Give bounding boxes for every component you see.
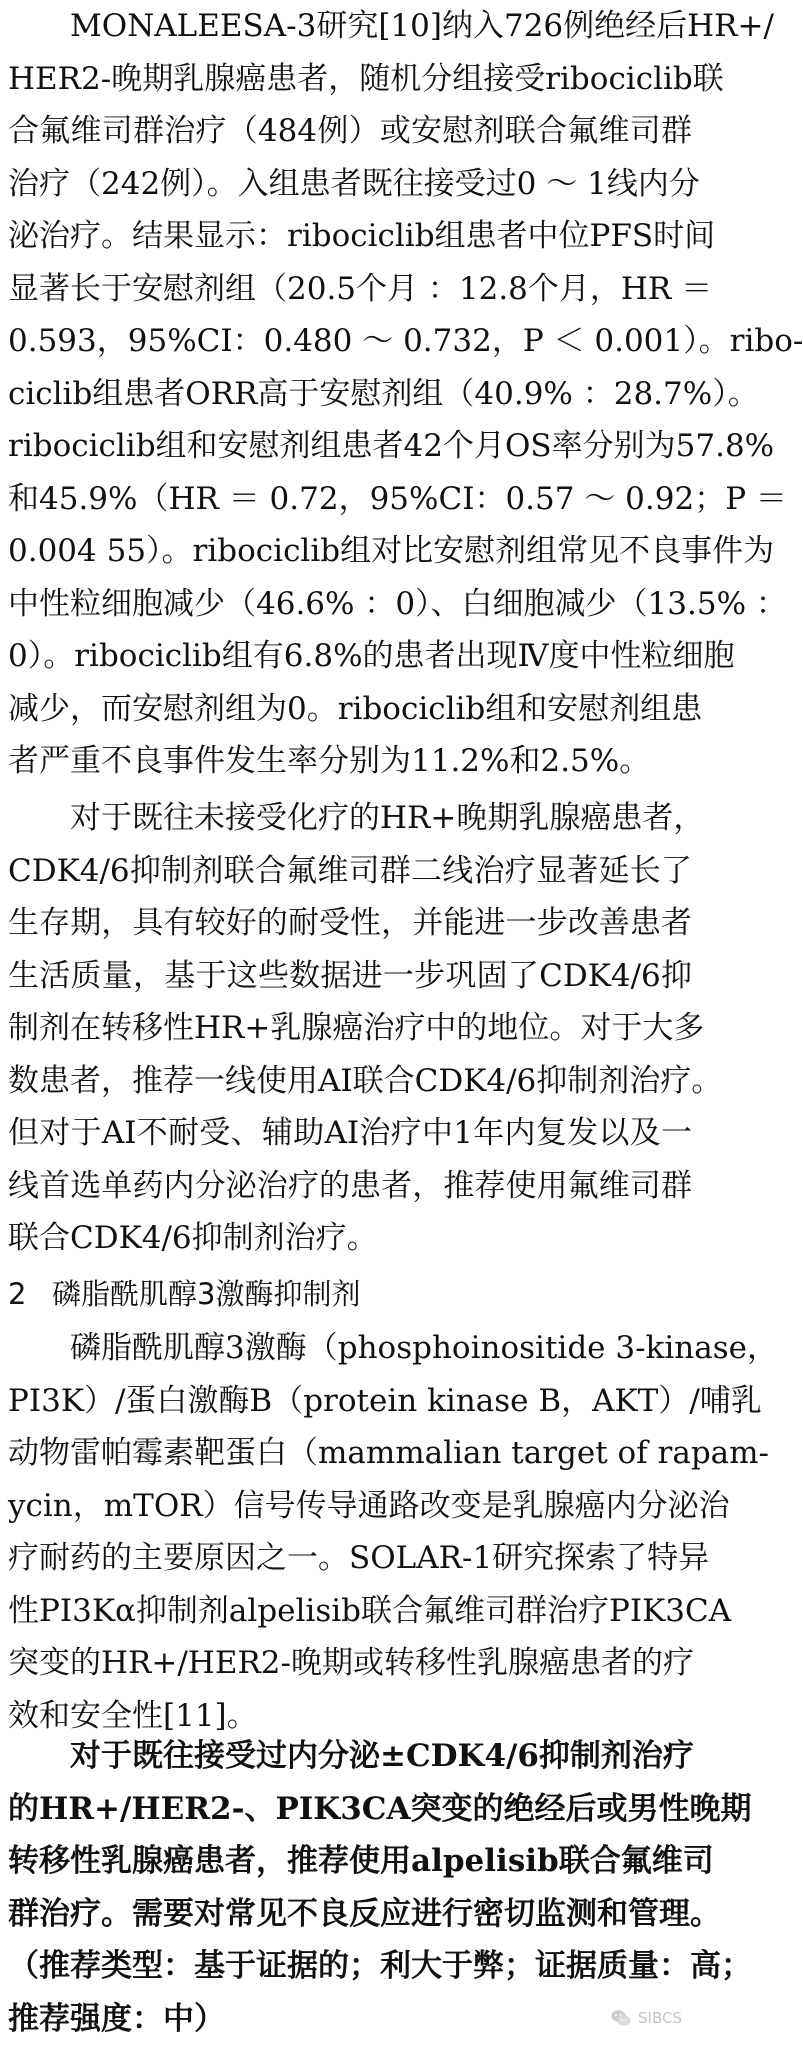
text-line: 制剂在转移性HR+乳腺癌治疗中的地位。对于大多 [8,1002,692,1055]
text-line: 磷脂酰肌醇3激酶（phosphoinositide 3-kinase， [8,1322,692,1375]
text-line: 治疗（242例）。入组患者既往接受过0 ～ 1线内分 [8,158,692,211]
text-line: 数患者，推荐一线使用AI联合CDK4/6抑制剂治疗。 [8,1055,692,1108]
text-line: CDK4/6抑制剂联合氟维司群二线治疗显著延长了 [8,845,692,898]
text-line: 显著长于安慰剂组（20.5个月 ：12.8个月，HR ＝ [8,263,692,316]
text-line: 者严重不良事件发生率分别为11.2%和2.5%。 [8,735,692,788]
text-line: PI3K）/蛋白激酶B（protein kinase B，AKT）/哺乳 [8,1375,692,1428]
watermark-text: SIBCS [638,2009,682,2027]
text-line: 0）。ribociclib组有6.8%的患者出现Ⅳ度中性粒细胞 [8,630,692,683]
text-line: 效和安全性[11]。 [8,1690,692,1743]
text-line: 线首选单药内分泌治疗的患者，推荐使用氟维司群 [8,1160,692,1213]
text-line: 推荐强度：中） [8,1993,692,2045]
text-line: 泌治疗。结果显示：ribociclib组患者中位PFS时间 [8,210,692,263]
text-line: 群治疗。需要对常见不良反应进行密切监测和管理。 [8,1888,692,1941]
wechat-icon [610,2007,632,2029]
text-line: 联合CDK4/6抑制剂治疗。 [8,1212,692,1265]
text-line: 对于既往未接受化疗的HR+晚期乳腺癌患者， [8,792,692,845]
watermark [610,2007,682,2029]
paragraph-cdk46-summary [8,792,692,1265]
text-line: MONALEESA-3研究[10]纳入726例绝经后HR+/ [8,0,692,53]
recommendation-paragraph [8,1730,692,2045]
text-line: 生存期，具有较好的耐受性，并能进一步改善患者 [8,897,692,950]
text-line: ycin，mTOR）信号传导通路改变是乳腺癌内分泌治 [8,1480,692,1533]
text-line: 性PI3Kα抑制剂alpelisib联合氟维司群治疗PIK3CA [8,1585,692,1638]
paragraph-pi3k-intro [8,1322,692,1742]
paragraph-monaleesa3 [8,0,692,788]
text-line: 0.004 55）。ribociclib组对比安慰剂组常见不良事件为 [8,525,692,578]
text-line: 转移性乳腺癌患者，推荐使用alpelisib联合氟维司 [8,1835,692,1888]
text-line: 疗耐药的主要原因之一。SOLAR-1研究探索了特异 [8,1532,692,1585]
section-heading [8,1268,692,1320]
text-line: 减少，而安慰剂组为0。ribociclib组和安慰剂组患 [8,683,692,736]
section-number: 2 [8,1268,52,1320]
text-line: 动物雷帕霉素靶蛋白（mammalian target of rapam- [8,1427,692,1480]
text-line: 0.593，95%CI：0.480 ～ 0.732，P ＜ 0.001）。ribo- [8,315,692,368]
text-line: （推荐类型：基于证据的；利大于弊；证据质量：高； [8,1940,692,1993]
text-line: 的HR+/HER2-、PIK3CA突变的绝经后或男性晚期 [8,1783,692,1836]
text-line: ribociclib组和安慰剂组患者42个月OS率分别为57.8% [8,420,692,473]
text-line: 生活质量，基于这些数据进一步巩固了CDK4/6抑 [8,950,692,1003]
text-line: 中性粒细胞减少（46.6% ：0）、白细胞减少（13.5% ： [8,578,692,631]
text-line: 但对于AI不耐受、辅助AI治疗中1年内复发以及一 [8,1107,692,1160]
text-line: 突变的HR+/HER2-晚期或转移性乳腺癌患者的疗 [8,1637,692,1690]
text-line: 和45.9%（HR ＝ 0.72，95%CI：0.57 ～ 0.92；P ＝ [8,473,692,526]
text-line: 对于既往接受过内分泌±CDK4/6抑制剂治疗 [8,1730,692,1783]
text-line: HER2-晚期乳腺癌患者，随机分组接受ribociclib联 [8,53,692,106]
section-title: 磷脂酰肌醇3激酶抑制剂 [52,1277,360,1311]
text-line: 合氟维司群治疗（484例）或安慰剂联合氟维司群 [8,105,692,158]
text-line: ciclib组患者ORR高于安慰剂组（40.9% ：28.7%）。 [8,368,692,421]
